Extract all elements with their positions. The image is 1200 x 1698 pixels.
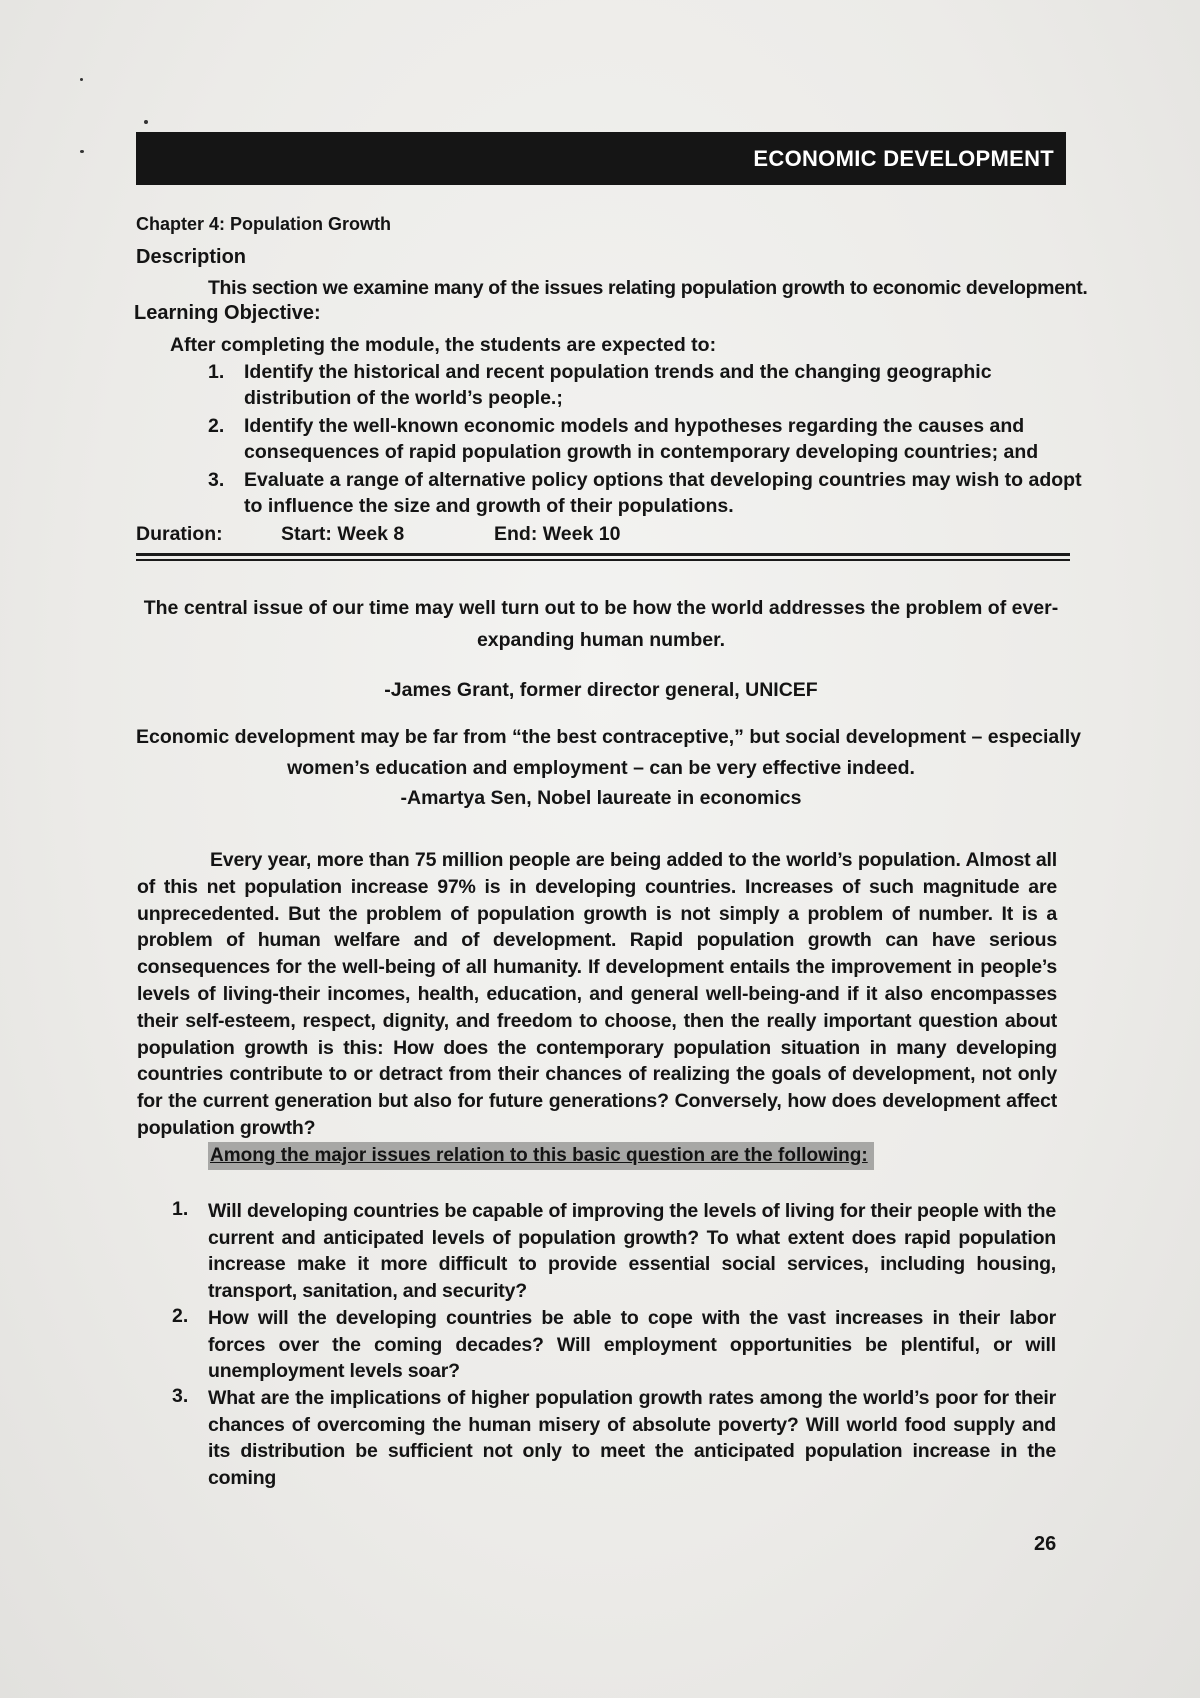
- duration-end: End: Week 10: [494, 523, 621, 545]
- issue-text: What are the implications of higher population growth rates among the world’s poor for their chances of overcoming the human misery of absolute poverty? Will world food supply and its distribution be sufficient not only to meet the anticipated population increase in the coming: [208, 1387, 1056, 1489]
- duration-label: Duration:: [136, 523, 223, 545]
- objective-line: Identify the well-known economic models and hypotheses regarding the causes and: [244, 415, 1025, 437]
- objective-line: to influence the size and growth of their populations.: [244, 495, 734, 517]
- quote-attribution: -James Grant, former director general, UNICEF: [384, 679, 818, 701]
- learning-objective-intro: After completing the module, the students are expected to:: [170, 334, 717, 356]
- objective-number: 2.: [208, 415, 225, 437]
- duration-start: Start: Week 8: [281, 523, 405, 545]
- section-divider-thin: [136, 559, 1070, 561]
- issue-text: Will developing countries be capable of improving the levels of living for their people with the current and anticipated levels of population growth? To what extent does rapid population increase make it more difficult to provide essential social services, including housing, transport, sanitation, and security?: [208, 1200, 1056, 1302]
- quote-line: The central issue of our time may well turn out to be how the world addresses the problem of ever-: [143, 597, 1059, 619]
- quote-line: women’s education and employment – can be very effective indeed.: [287, 757, 915, 779]
- issue-number: 3.: [172, 1385, 189, 1407]
- learning-objective-heading: Learning Objective:: [134, 302, 321, 324]
- issue-number: 2.: [172, 1305, 189, 1327]
- issue-text: How will the developing countries be able to cope with the vast increases in their labor forces over the coming decades? Will employment opportunities be plentiful, or will unemployment levels soar?: [208, 1307, 1056, 1382]
- scan-speck: [80, 150, 84, 153]
- section-divider: [136, 553, 1070, 556]
- objective-line: Identify the historical and recent population trends and the changing geographic: [244, 361, 992, 383]
- quote-line: Economic development may be far from “the best contraceptive,” but social development – especially: [136, 726, 1081, 748]
- quote-line: expanding human number.: [476, 629, 726, 651]
- highlighted-heading: Among the major issues relation to this basic question are the following:: [208, 1142, 874, 1170]
- objective-line: distribution of the world’s people.;: [244, 387, 563, 409]
- body-paragraph: Every year, more than 75 million people are being added to the world’s population. Almost all of this net population increase 97% is in developing countries. Increases of such magnitude are unprecedented. But the problem of population growth is not simply a problem of number. It is a problem of human welfare and of development. Rapid population growth can have serious consequences for the well-being of all humanity. If development entails the improvement in people’s levels of living-their incomes, health, education, and general well-being-and if it also encompasses their self-esteem, respect, dignity, and freedom to choose, then the really important question about population growth is this: How does the contemporary population situation in many developing countries contribute to or detract from their chances of realizing the goals of development, not only for the current generation but also for future generations? Conversely, how does development affect population growth?: [137, 849, 1057, 1139]
- issue-number: 1.: [172, 1198, 189, 1220]
- objective-number: 1.: [208, 361, 225, 383]
- description-heading: Description: [136, 246, 247, 268]
- page-number: 26: [1034, 1533, 1057, 1555]
- objective-line: Evaluate a range of alternative policy options that developing countries may wish to adopt: [244, 469, 1082, 491]
- scan-speck: [80, 78, 83, 81]
- description-text: This section we examine many of the issues relating population growth to economic development.: [208, 277, 1088, 299]
- objective-line: consequences of rapid population growth in contemporary developing countries; and: [244, 441, 1039, 463]
- scan-speck: [144, 120, 148, 124]
- chapter-title: Chapter 4: Population Growth: [136, 214, 391, 234]
- objective-number: 3.: [208, 469, 225, 491]
- header-title: ECONOMIC DEVELOPMENT: [753, 146, 1054, 171]
- quote-attribution: -Amartya Sen, Nobel laureate in economics: [400, 787, 802, 809]
- header-bar: [136, 132, 1066, 185]
